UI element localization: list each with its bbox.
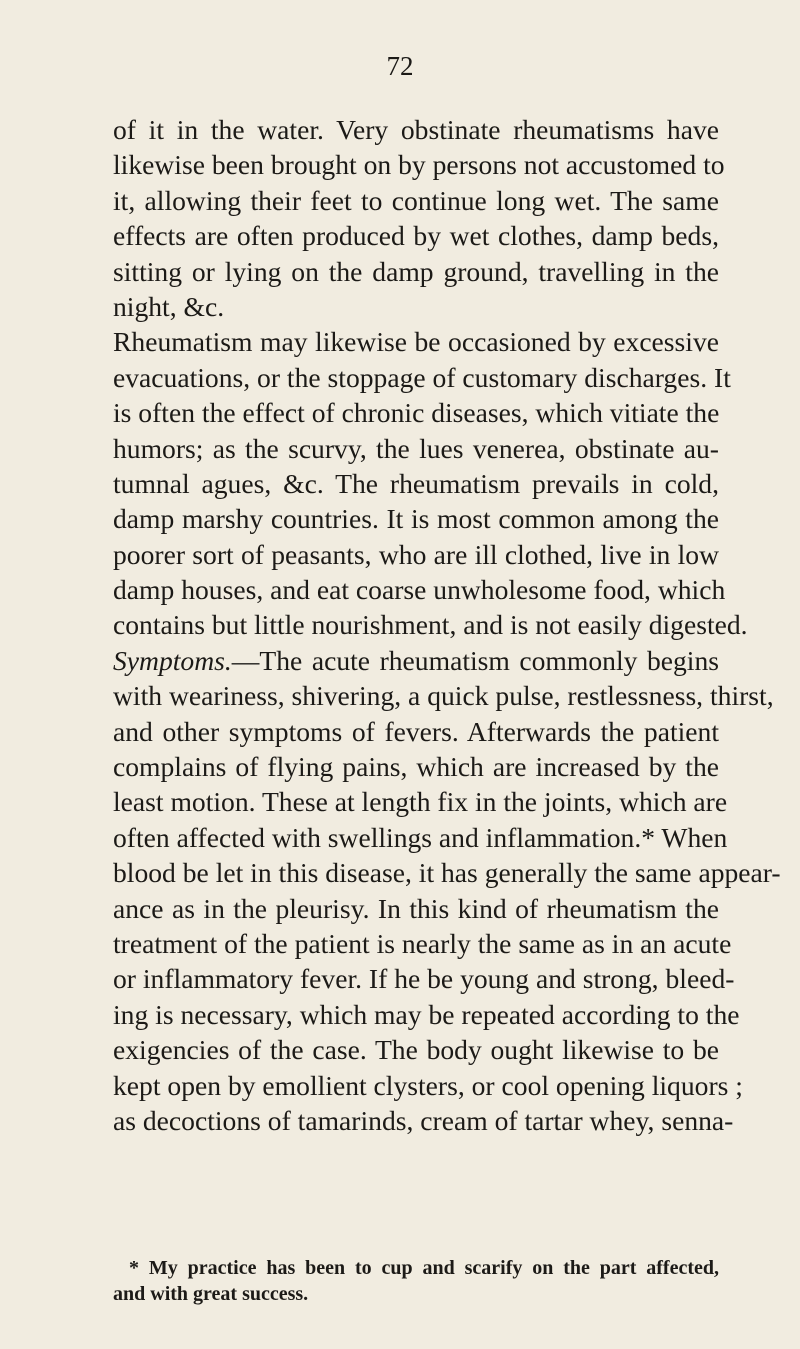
text-line: evacuations, or the stoppage of customary discharges. It — [113, 361, 731, 393]
text-line: night, &c. — [113, 290, 225, 322]
symptoms-heading: Symptoms. — [113, 644, 232, 676]
footnote-line: * My practice has been to cup and scarify on the part affected, — [129, 1257, 719, 1279]
text-line: with weariness, shivering, a quick pulse, restlessness, thirst, — [113, 680, 774, 712]
text-line: damp marshy countries. It is most common among the — [113, 503, 719, 535]
text-line: poorer sort of peasants, who are ill clothed, live in low — [113, 538, 719, 570]
footnote — [113, 1255, 719, 1307]
text-line: exigencies of the case. The body ought likewise to be — [113, 1034, 719, 1066]
footnote-line: and with great success. — [113, 1283, 309, 1305]
text-line: of it in the water. Very obstinate rheumatisms have — [113, 114, 719, 145]
page-number: 72 — [386, 51, 414, 81]
text-line: likewise been brought on by persons not accustomed to — [113, 149, 725, 181]
text-line: damp houses, and eat coarse unwholesome food, which — [113, 574, 726, 606]
text-line: contains but little nourishment, and is not easily digested. — [113, 609, 748, 641]
text-line: as decoctions of tamarinds, cream of tartar whey, senna- — [113, 1104, 734, 1136]
text-line: it, allowing their feet to continue long wet. The same — [113, 184, 719, 216]
main-text — [113, 112, 781, 1138]
text-line: and other symptoms of fevers. Afterwards the patient — [113, 715, 719, 747]
text-line: kept open by emollient clysters, or cool opening liquors ; — [113, 1069, 743, 1101]
symptoms-text: —The acute rheumatism commonly begins — [231, 644, 719, 676]
text-line: blood be let in this disease, it has generally the same appear- — [113, 857, 781, 889]
text-line: least motion. These at length fix in the joints, which are — [113, 786, 728, 818]
text-line: effects are often produced by wet clothes, damp beds, — [113, 220, 719, 252]
text-line: sitting or lying on the damp ground, travelling in the — [113, 255, 719, 287]
text-line: complains of flying pains, which are increased by the — [113, 751, 719, 783]
text-line: Rheumatism may likewise be occasioned by excessive — [113, 326, 719, 358]
text-line: often affected with swellings and inflammation.* When — [113, 821, 728, 853]
text-line-symptoms — [113, 643, 719, 678]
text-line: is often the effect of chronic diseases, which vitiate the — [113, 397, 720, 429]
text-line: ance as in the pleurisy. In this kind of rheumatism the — [113, 892, 719, 924]
text-line: tumnal agues, &c. The rheumatism prevails in cold, — [113, 467, 719, 499]
text-line: ing is necessary, which may be repeated according to the — [113, 998, 740, 1030]
text-line: humors; as the scurvy, the lues venerea, obstinate au- — [113, 432, 719, 464]
text-line: or inflammatory fever. If he be young and strong, bleed- — [113, 963, 735, 995]
text-line: treatment of the patient is nearly the same as in an acute — [113, 927, 732, 959]
